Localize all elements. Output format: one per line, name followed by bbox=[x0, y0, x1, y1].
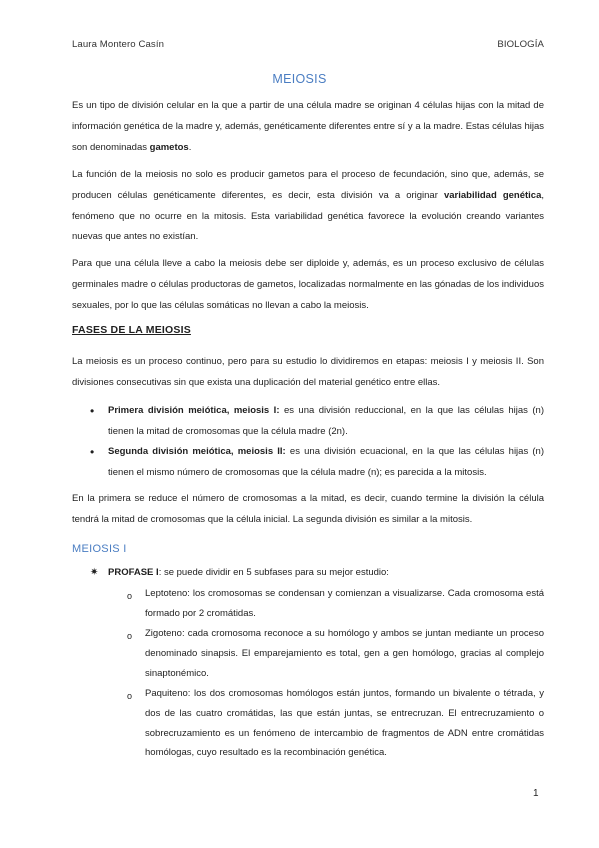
subfase-paquiteno: Paquiteno: los dos cromosomas homólogos están juntos, formando un bivalente o tétrada, y dos de las cuatro cromátidas, las que están juntas, se entrecruzan. El entrecruzamiento o sobrecruzamiento es un fenómeno de intercambio de fragmentos de ADN entre cromátidas homólogas, cuyo resultado es la recombinación genética. bbox=[145, 688, 544, 759]
circle-bullet-icon: o bbox=[127, 591, 133, 601]
fases-paragraph-1: La meiosis es un proceso continuo, pero para su estudio lo dividiremos en etapas: meiosis I y meiosis II. Son divisiones consecutivas sin que exista una duplicación del material genético entre ellas. bbox=[72, 356, 544, 388]
bold-term-gametos: gametos bbox=[149, 141, 189, 153]
bold-term-variabilidad: variabilidad genética bbox=[443, 189, 542, 201]
star-bullet-icon: ✷ bbox=[90, 567, 99, 578]
intro-paragraph-1: Es un tipo de división celular en la que a partir de una célula madre se originan 4 células hijas con la mitad de información genética de la madre y, además, genéticamente diferentes entre sí y a la madre. Estas células hijas son denominadas gametos. bbox=[72, 100, 544, 153]
list-item-meiosis-2: Segunda división meiótica, meiosis II: es una división ecuacional, en la que las células hijas (n) tienen el mismo número de cromosomas que la célula madre (n); es parecida a la mitosis. bbox=[108, 446, 544, 478]
fases-paragraph-2: En la primera se reduce el número de cromosomas a la mitad, es decir, cuando termine la división la célula tendrá la mitad de cromosomas que la célula inicial. La segunda división es similar a la mitosis. bbox=[72, 493, 544, 525]
circle-bullet-icon: o bbox=[127, 631, 133, 641]
subfase-leptoteno: Leptoteno: los cromosomas se condensan y comienzan a visualizarse. Cada cromosoma está formado por 2 cromátidas. bbox=[145, 588, 544, 619]
intro-paragraph-3: Para que una célula lleve a cabo la meiosis debe ser diploide y, además, es un proceso exclusivo de células germinales madre o células productoras de gametos, localizadas normalmente en las gónadas de los individuos sexuales, por lo que las células somáticas no llevan a cabo la meiosis. bbox=[72, 258, 544, 311]
intro-paragraph-2: La función de la meiosis no solo es producir gametos para el proceso de fecundación, sino que, además, se producen células genéticamente diferentes, es decir, esta división va a originar variabilidad genética, fenómeno que no ocurre en la mitosis. Esta variabilidad genética favorece la evolución creando variantes nuevas que antes no existían. bbox=[72, 169, 544, 243]
page-number: 1 bbox=[533, 788, 539, 799]
list-item-meiosis-1: Primera división meiótica, meiosis I: es una división reduccional, en la que las células hijas (n) tienen la mitad de cromosomas que la célula madre (2n). bbox=[108, 405, 545, 437]
bullet-icon: • bbox=[90, 404, 95, 418]
subfase-zigoteno: Zigoteno: cada cromosoma reconoce a su homólogo y ambos se juntan mediante un proceso denominado sinapsis. El emparejamiento es total, gen a gen homólogo, gracias al complejo sinaptonémico. bbox=[145, 628, 544, 679]
section-heading-fases: FASES DE LA MEIOSIS bbox=[72, 324, 191, 336]
section-heading-meiosis-1: MEIOSIS I bbox=[72, 543, 127, 555]
profase-1-item: PROFASE I: se puede dividir en 5 subfases para su mejor estudio: bbox=[108, 567, 389, 578]
circle-bullet-icon: o bbox=[127, 691, 133, 701]
page-title: MEIOSIS bbox=[272, 72, 327, 86]
header-subject: BIOLOGÍA bbox=[497, 39, 544, 50]
header-author: Laura Montero Casín bbox=[72, 39, 165, 50]
bullet-icon: • bbox=[90, 445, 95, 459]
